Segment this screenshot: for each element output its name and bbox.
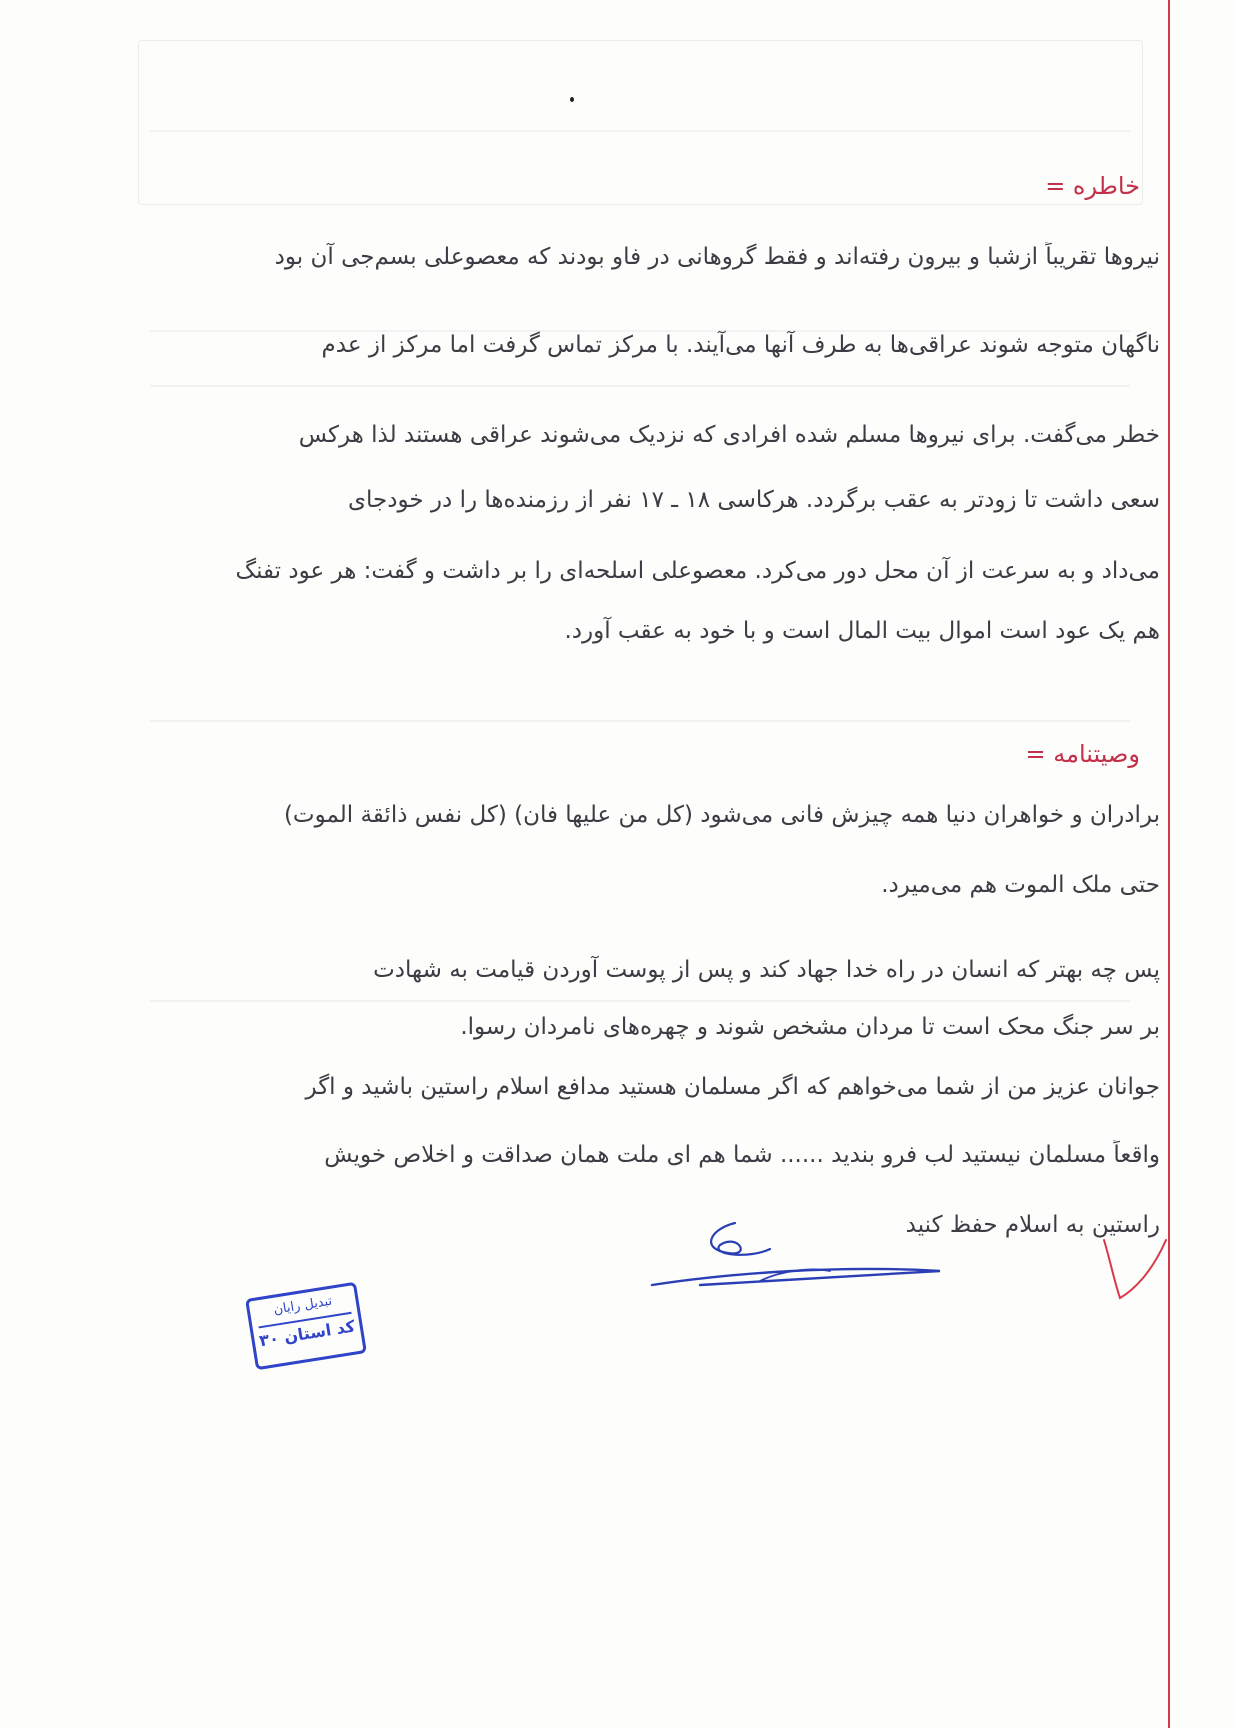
stamp-title: تبدیل رایان (255, 1290, 352, 1328)
memory-line: نیروها تقریباً ازشبا و بیرون رفته‌اند و فقط گروهانی در فاو بودند که معصوعلی بسم‌جی آن بود (274, 244, 1160, 270)
will-line: بر سر جنگ محک است تا مردان مشخص شوند و چهره‌های نامردان رسوا. (460, 1014, 1160, 1040)
signature-scribble (640, 1215, 960, 1295)
memory-line: می‌داد و به سرعت از آن محل دور می‌کرد. معصوعلی اسلحه‌ای را بر داشت و گفت: هر عود تفنگ (235, 558, 1160, 584)
will-line: حتی ملک الموت هم می‌میرد. (881, 872, 1160, 898)
memory-line: هم یک عود است اموال بیت المال است و با خود به عقب آورد. (564, 618, 1160, 644)
stamp-code: کد استان ۳۰ (257, 1316, 357, 1351)
memory-line: ناگهان متوجه شوند عراقی‌ها به طرف آنها می‌آیند. با مرکز تماس گرفت اما مرکز از عدم (321, 332, 1160, 358)
red-margin-rule (1168, 0, 1170, 1728)
will-line: جوانان عزیز من از شما می‌خواهم که اگر مسلمان هستید مدافع اسلام راستین باشید و اگر (305, 1074, 1160, 1100)
will-line: واقعاً مسلمان نیستید لب فرو بندید ...... شما هم ای ملت همان صداقت و اخلاص خویش (324, 1142, 1160, 1168)
memory-heading: خاطره = (1045, 172, 1140, 200)
memory-line: سعی داشت تا زودتر به عقب برگردد. هرکاسی ۱۸ ـ ۱۷ نفر از رزمنده‌ها را در خودجای (348, 487, 1160, 513)
memory-line: خطر می‌گفت. برای نیروها مسلم شده افرادی که نزدیک می‌شوند عراقی هستند لذا هرکس (298, 422, 1160, 448)
will-line: راستین به اسلام حفظ کنید (905, 1212, 1160, 1238)
red-check-mark (1100, 1220, 1170, 1300)
will-line: پس چه بهتر که انسان در راه خدا جهاد کند و پس از پوست آوردن قیامت به شهادت (373, 957, 1160, 983)
document-body (10, 0, 1160, 1728)
will-heading: وصیتنامه = (1025, 740, 1140, 768)
will-line: برادران و خواهران دنیا همه چیزش فانی می‌شود (کل من علیها فان) (کل نفس ذائقة الموت) (283, 802, 1160, 828)
